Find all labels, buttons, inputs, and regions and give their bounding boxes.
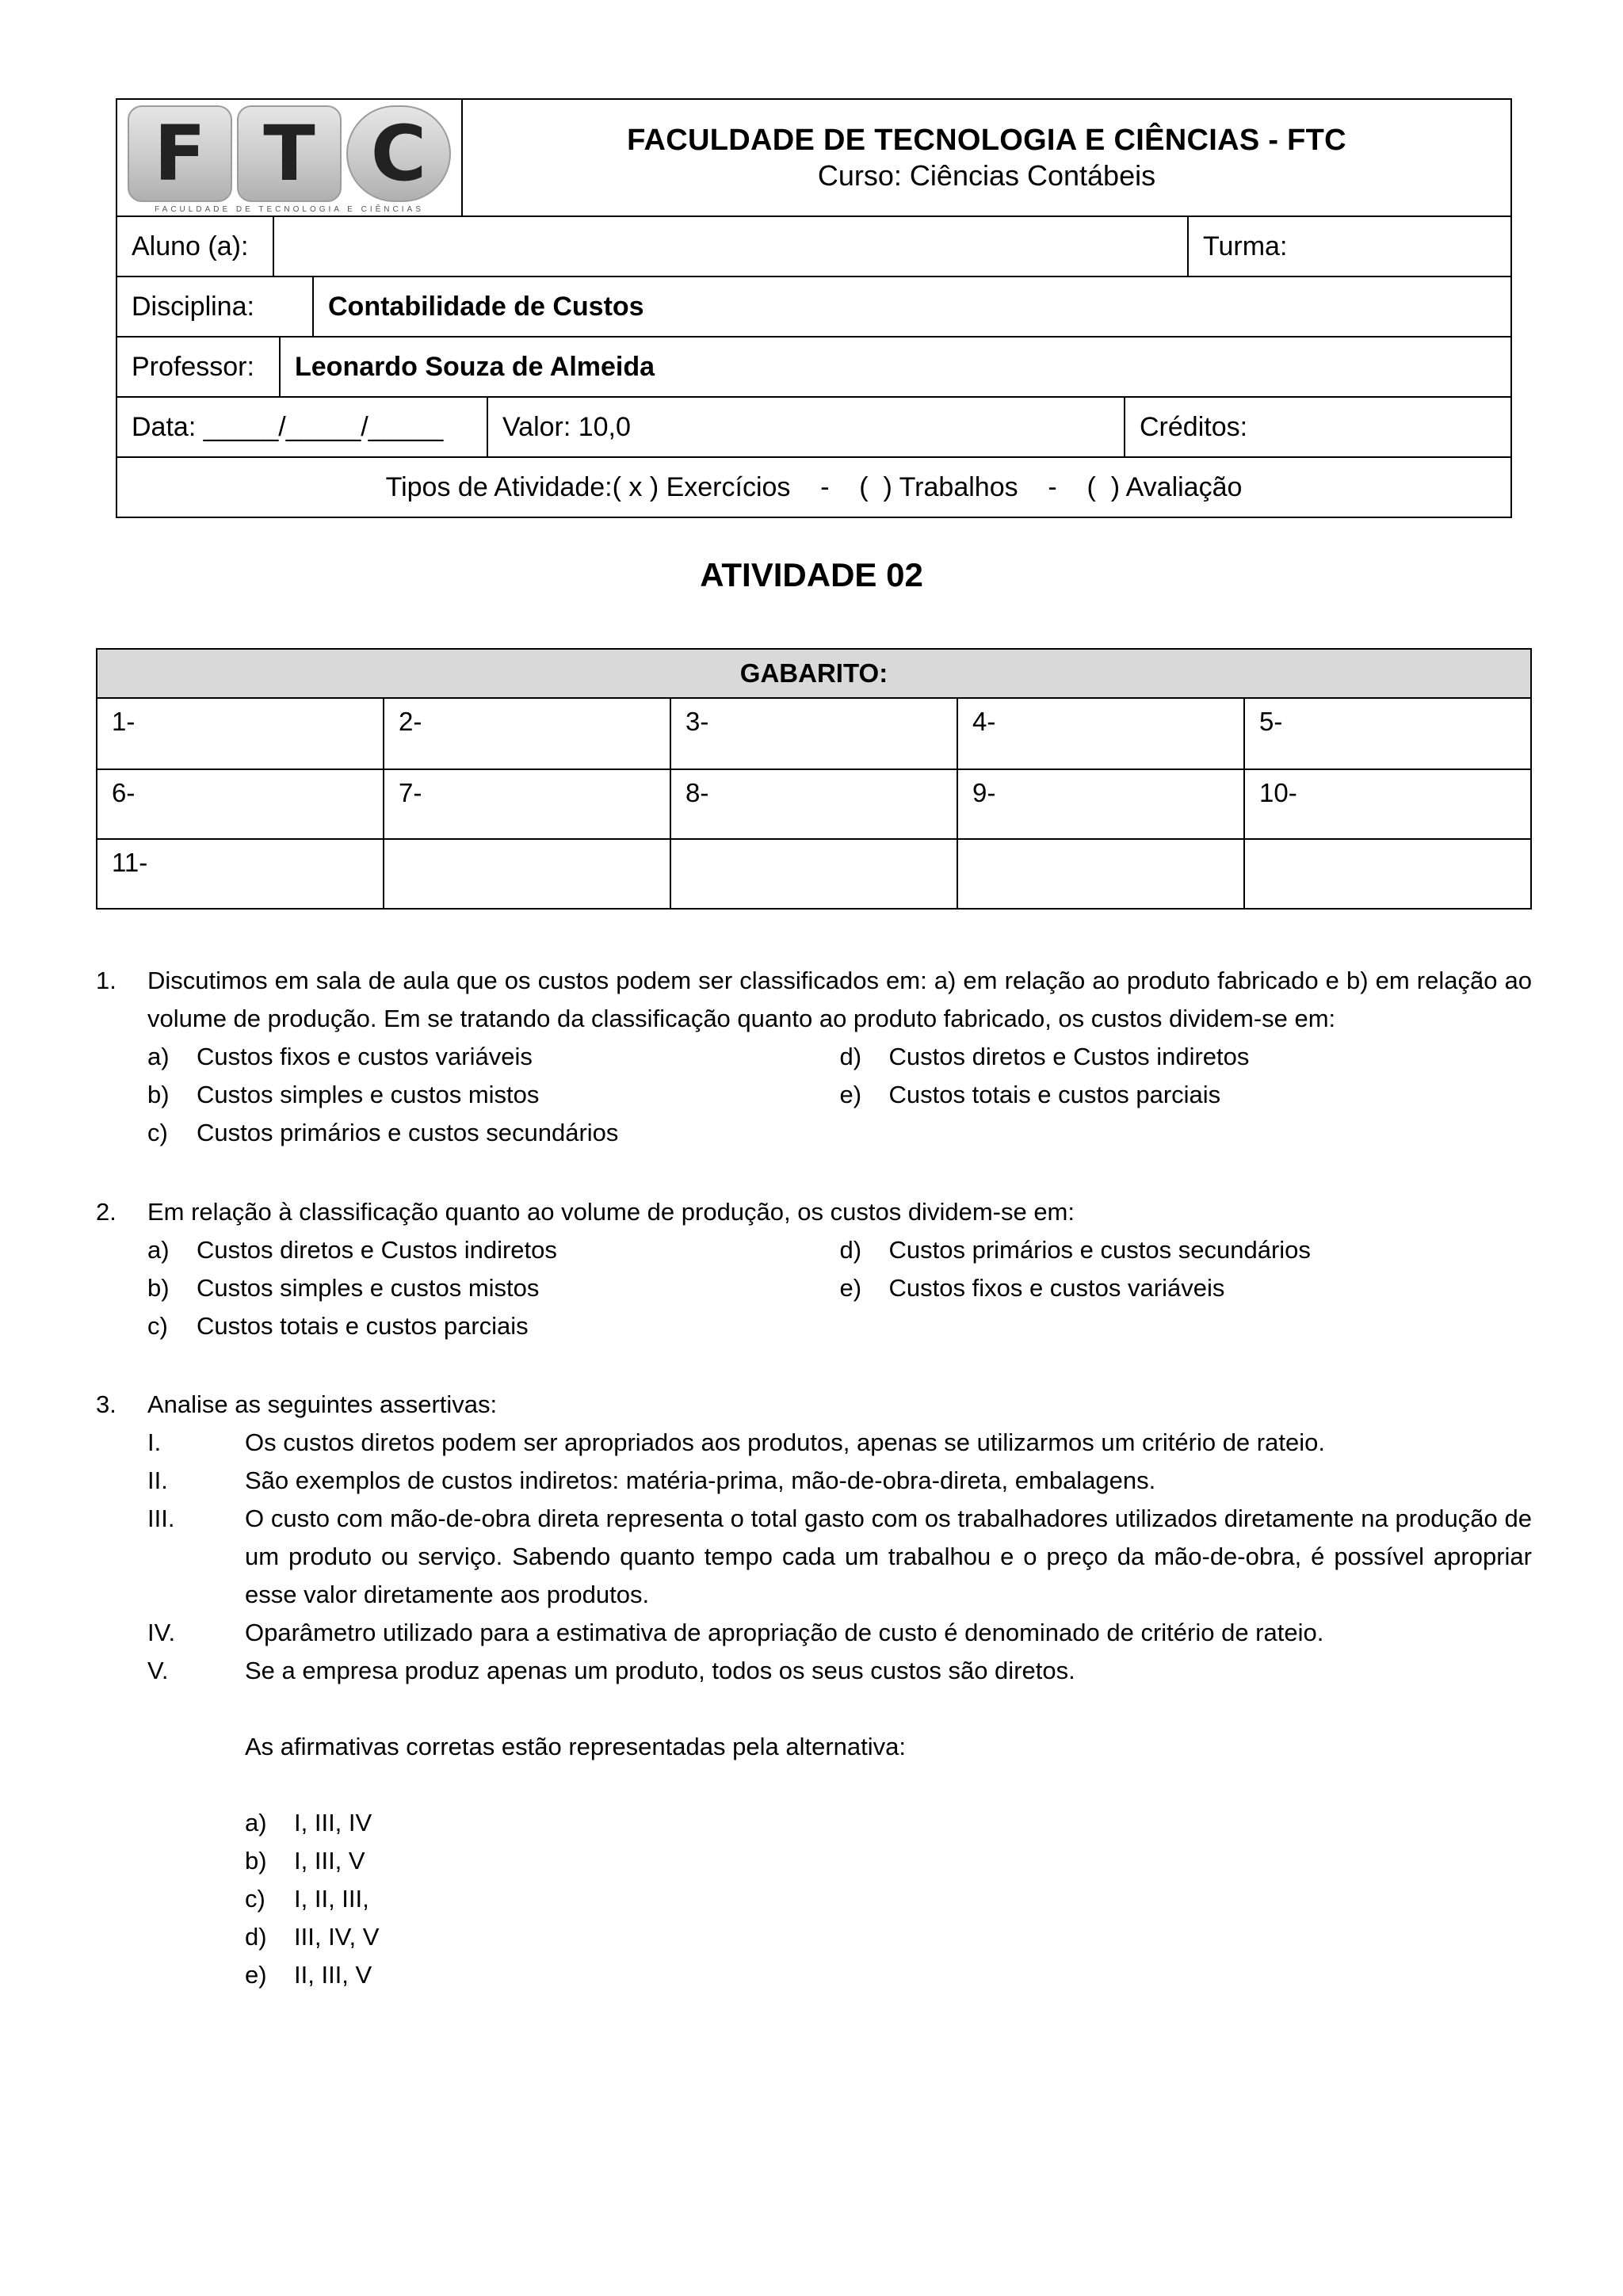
question-text: Em relação à classificação quanto ao volume de produção, os custos dividem-se em: bbox=[147, 1198, 1075, 1226]
option-letter: e) bbox=[839, 1081, 862, 1108]
option-letter: e) bbox=[839, 1274, 862, 1302]
question-text: Discutimos em sala de aula que os custos podem ser classificados em: a) em relação ao produto fabricado e b) em relação ao volume de produção. Em se tratando da classificação quanto ao produto fabricado, os custos dividem-se em: bbox=[147, 967, 1532, 1032]
answer-cell[interactable]: 2- bbox=[383, 699, 670, 769]
turma-label: Turma: bbox=[1187, 217, 1510, 276]
assertion-text: Os custos diretos podem ser apropriados aos produtos, apenas se utilizarmos um critério de rateio. bbox=[245, 1428, 1325, 1456]
option-b[interactable] bbox=[147, 1076, 840, 1114]
assertion-number: V. bbox=[147, 1657, 169, 1684]
option-letter: c) bbox=[147, 1312, 168, 1340]
assertion-number: IV. bbox=[147, 1619, 176, 1646]
option-text: I, III, IV bbox=[294, 1809, 372, 1836]
header-table bbox=[116, 98, 1512, 518]
tipos-atividade: Tipos de Atividade:( x ) Exercícios - ( ) Trabalhos - ( ) Avaliação bbox=[385, 471, 1243, 502]
option-text: Custos totais e custos parciais bbox=[888, 1081, 1221, 1108]
logo-cell bbox=[117, 100, 461, 215]
option-text: Custos primários e custos secundários bbox=[888, 1236, 1311, 1264]
option-a[interactable] bbox=[147, 1038, 840, 1076]
option-letter: d) bbox=[839, 1043, 862, 1070]
option-letter: b) bbox=[147, 1274, 170, 1302]
aluno-row bbox=[117, 215, 1510, 276]
option-text: Custos primários e custos secundários bbox=[197, 1119, 619, 1146]
assertion-number: III. bbox=[147, 1505, 175, 1532]
option-d[interactable] bbox=[245, 1918, 1532, 1956]
valor-label: Valor: 10,0 bbox=[487, 398, 1124, 456]
assertion-iii bbox=[147, 1500, 1532, 1614]
question-number: 1. bbox=[96, 967, 116, 994]
answer-cell[interactable] bbox=[1243, 840, 1530, 908]
option-c[interactable] bbox=[147, 1307, 840, 1345]
assertion-v bbox=[147, 1652, 1532, 1690]
options bbox=[147, 1038, 1532, 1152]
assertion-text: Oparâmetro utilizado para a estimativa de apropriação de custo é denominado de critério de rateio. bbox=[245, 1619, 1324, 1646]
disciplina-label: Disciplina: bbox=[132, 291, 254, 322]
option-text: Custos diretos e Custos indiretos bbox=[197, 1236, 557, 1264]
professor-value: Leonardo Souza de Almeida bbox=[279, 338, 1510, 396]
answer-cell[interactable]: 6- bbox=[112, 778, 136, 807]
logo-letter-c: C bbox=[346, 105, 451, 202]
options bbox=[147, 1231, 1532, 1345]
disciplina-row bbox=[117, 276, 1510, 336]
tipos-row bbox=[117, 456, 1510, 517]
option-a[interactable] bbox=[147, 1231, 840, 1269]
option-d[interactable] bbox=[840, 1038, 1533, 1076]
question-text: Analise as seguintes assertivas: bbox=[147, 1390, 498, 1418]
aluno-field[interactable] bbox=[273, 217, 1187, 276]
option-e[interactable] bbox=[840, 1269, 1533, 1307]
assertion-number: II. bbox=[147, 1466, 168, 1494]
gabarito-table bbox=[96, 648, 1532, 910]
answer-cell[interactable] bbox=[670, 840, 957, 908]
option-text: I, II, III, bbox=[294, 1885, 369, 1913]
assertion-text: Se a empresa produz apenas um produto, todos os seus custos são diretos. bbox=[245, 1657, 1075, 1684]
answer-prompt: As afirmativas corretas estão representadas pela alternativa: bbox=[245, 1733, 906, 1760]
option-b[interactable] bbox=[147, 1269, 840, 1307]
logo-letter-f: F bbox=[128, 105, 232, 202]
answer-cell[interactable]: 11- bbox=[112, 848, 148, 877]
option-letter: e) bbox=[245, 1961, 267, 1989]
option-letter: a) bbox=[147, 1236, 170, 1264]
option-text: Custos simples e custos mistos bbox=[197, 1274, 540, 1302]
logo-tagline: FACULDADE DE TECNOLOGIA E CIÊNCIAS bbox=[155, 204, 424, 214]
option-text: Custos fixos e custos variáveis bbox=[888, 1274, 1225, 1302]
assertion-ii bbox=[147, 1462, 1532, 1500]
option-letter: d) bbox=[245, 1923, 267, 1951]
question-1 bbox=[96, 962, 1532, 1152]
answer-cell[interactable]: 10- bbox=[1243, 770, 1530, 838]
gabarito-row bbox=[97, 838, 1530, 908]
option-text: Custos fixos e custos variáveis bbox=[197, 1043, 533, 1070]
data-field[interactable]: Data: _____/_____/_____ bbox=[132, 411, 444, 442]
option-text: Custos diretos e Custos indiretos bbox=[888, 1043, 1250, 1070]
answer-cell[interactable]: 9- bbox=[957, 770, 1243, 838]
disciplina-value: Contabilidade de Custos bbox=[312, 277, 1510, 336]
option-text: I, III, V bbox=[294, 1847, 365, 1875]
assertion-text: São exemplos de custos indiretos: matéria-prima, mão-de-obra-direta, embalagens. bbox=[245, 1466, 1156, 1494]
option-e[interactable] bbox=[245, 1956, 1532, 1994]
answer-cell[interactable]: 1- bbox=[112, 707, 136, 736]
course-name: Curso: Ciências Contábeis bbox=[817, 158, 1156, 192]
option-d[interactable] bbox=[840, 1231, 1533, 1269]
option-e[interactable] bbox=[840, 1076, 1533, 1114]
option-text: II, III, V bbox=[294, 1961, 372, 1989]
assertion-iv bbox=[147, 1614, 1532, 1652]
gabarito-title: GABARITO: bbox=[97, 650, 1530, 699]
question-number: 2. bbox=[96, 1198, 116, 1226]
option-b[interactable] bbox=[245, 1842, 1532, 1880]
option-letter: a) bbox=[147, 1043, 170, 1070]
answer-cell[interactable]: 7- bbox=[383, 770, 670, 838]
header-title-row bbox=[117, 100, 1510, 215]
professor-label: Professor: bbox=[132, 351, 254, 382]
option-text: Custos totais e custos parciais bbox=[197, 1312, 529, 1340]
answer-cell[interactable]: 8- bbox=[670, 770, 957, 838]
assertion-number: I. bbox=[147, 1428, 162, 1456]
aluno-label: Aluno (a): bbox=[132, 231, 249, 261]
title-cell bbox=[461, 100, 1510, 215]
option-c[interactable] bbox=[245, 1880, 1532, 1918]
gabarito-row bbox=[97, 769, 1530, 838]
option-letter: b) bbox=[147, 1081, 170, 1108]
question-number: 3. bbox=[96, 1390, 116, 1418]
answer-cell[interactable] bbox=[383, 840, 670, 908]
option-letter: c) bbox=[245, 1885, 265, 1913]
question-3 bbox=[96, 1386, 1532, 1994]
data-row bbox=[117, 396, 1510, 456]
question-2 bbox=[96, 1193, 1532, 1345]
professor-row bbox=[117, 336, 1510, 396]
option-text: III, IV, V bbox=[294, 1923, 380, 1951]
option-letter: a) bbox=[245, 1809, 267, 1836]
assertion-i bbox=[147, 1424, 1532, 1462]
ftc-logo bbox=[128, 102, 451, 214]
assertion-text: O custo com mão-de-obra direta representa o total gasto com os trabalhadores utilizados diretamente na produção de um produto ou serviço. Sabendo quanto tempo cada um trabalhou e o preço da mão-de-obra, é possível apropriar esse valor diretamente aos produtos. bbox=[245, 1505, 1532, 1608]
answer-cell[interactable] bbox=[957, 840, 1243, 908]
options bbox=[245, 1804, 1532, 1994]
option-c[interactable] bbox=[147, 1114, 840, 1152]
option-letter: d) bbox=[839, 1236, 862, 1264]
answer-cell[interactable]: 5- bbox=[1243, 699, 1530, 769]
option-a[interactable] bbox=[245, 1804, 1532, 1842]
option-letter: c) bbox=[147, 1119, 168, 1146]
option-text: Custos simples e custos mistos bbox=[197, 1081, 540, 1108]
option-letter: b) bbox=[245, 1847, 267, 1875]
activity-title: ATIVIDADE 02 bbox=[700, 556, 923, 593]
creditos-label: Créditos: bbox=[1124, 398, 1510, 456]
institution-name: FACULDADE DE TECNOLOGIA E CIÊNCIAS - FTC bbox=[627, 123, 1346, 157]
logo-letter-t: T bbox=[237, 105, 342, 202]
answer-cell[interactable]: 3- bbox=[670, 699, 957, 769]
gabarito-row bbox=[97, 699, 1530, 769]
answer-cell[interactable]: 4- bbox=[957, 699, 1243, 769]
